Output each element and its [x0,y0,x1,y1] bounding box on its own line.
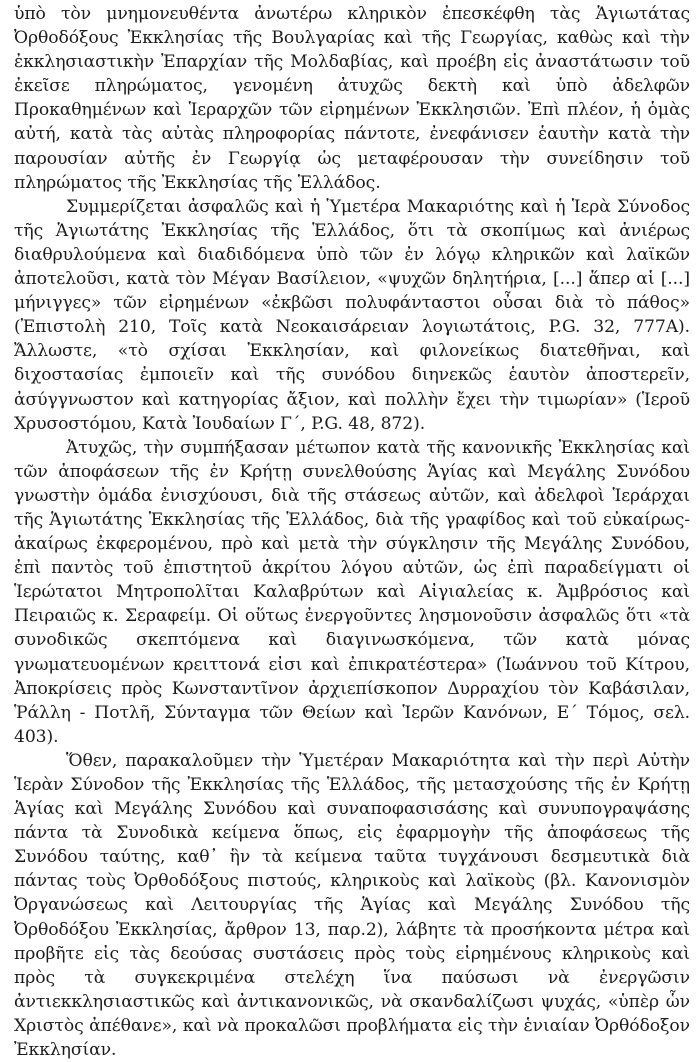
paragraph-4: Ὅθεν, παρακαλοῦμεν τὴν Ὑμετέραν Μακαριότητα καὶ τὴν περὶ Αὐτὴν Ἱερὰν Σύνοδον τῆς Ἐκκλησίας τῆς Ἑλλάδος, τῆς μετασχούσης τῆς ἐν Κρήτῃ Ἁγίας καὶ Μεγάλης Συνόδου καὶ συναποφασισάσης καὶ συνυπογραψάσης πάντα τὰ Συνοδικὰ κείμενα ὅπως, εἰς ἐφαρμογὴν τῆς ἀποφάσεως τῆς Συνόδου ταύτης, καθ᾽ ἣν τὰ κείμενα ταῦτα τυγχάνουσι δεσμευτικὰ διὰ πάντας τοὺς Ὀρθοδόξους πιστούς, κληρικοὺς καὶ λαϊκοὺς (βλ. Κανονισμὸν Ὀργανώσεως καὶ Λειτουργίας τῆς Ἁγίας καὶ Μεγάλης Συνόδου τῆς Ὀρθοδόξου Ἐκκλησίας, ἄρθρον 13, παρ.2), λάβητε τὰ προσήκοντα μέτρα καὶ προβῆτε εἰς τὰς δεούσας συστάσεις πρὸς τοὺς εἰρημένους κληρικοὺς καὶ πρὸς τὰ συγκεκριμένα στελέχη ἵνα παύσωσι νὰ ἐνεργῶσιν ἀντιεκκλησιαστικῶς καὶ ἀντικανονικῶς, νὰ σκανδαλίζωσι ψυχάς, «ὑπὲρ ὧν Χριστὸς ἀπέθανε», καὶ νὰ προκαλῶσι προβλήματα εἰς τὴν ἑνιαίαν Ὀρθόδοξον Ἐκκλησίαν. [14,750,690,1061]
paragraph-2: Συμμερίζεται ἀσφαλῶς καὶ ἡ Ὑμετέρα Μακαριότης καὶ ἡ Ἱερὰ Σύνοδος τῆς Ἁγιωτάτης Ἐκκλησίας τῆς Ἑλλάδος, ὅτι τὰ σκοπίμως καὶ ἀνιέρως διαθρυλούμενα καὶ διαδιδόμενα ὑπὸ τῶν ἐν λόγῳ κληρικῶν καὶ λαϊκῶν ἀποτελοῦσι, κατὰ τὸν Μέγαν Βασίλειον, «ψυχῶν δηλητήρια, [...] ἅπερ αἱ [...] μήνιγγες» τῶν εἰρημένων «ἐκβῶσι πολυφάνταστοι οὖσαι διὰ τὸ πάθος» (Ἐπιστολὴ 210, Τοῖς κατὰ Νεοκαισάρειαν λογιωτάτοις, P.G. 32, 777A). Ἄλλωστε, «τὸ σχίσαι Ἐκκλησίαν, καὶ φιλονείκως διατεθῆναι, καὶ διχοστασίας ἐμποιεῖν καὶ τῆς συνόδου διηνεκῶς ἑαυτὸν ἀποστερεῖν, ἀσύγγνωστον καὶ κατηγορίας ἄξιον, καὶ πολλὴν ἔχει τὴν τιμωρίαν» (Ἱεροῦ Χρυσοστόμου, Κατὰ Ἰουδαίων Γ΄, P.G. 48, 872). [14,196,690,434]
paragraph-1: ὑπὸ τὸν μνημονευθέντα ἀνωτέρω κληρικὸν ἐπεσκέφθη τὰς Ἁγιωτάτας Ὀρθοδόξους Ἐκκλησίας τῆς Βουλγαρίας καὶ τῆς Γεωργίας, καθὼς καὶ τὴν ἐκκλησιαστικὴν Ἐπαρχίαν τῆς Μολδαβίας, καὶ προέβη εἰς ἀναστάτωσιν τοῦ ἐκεῖσε πληρώματος, γενομένη ἀτυχῶς δεκτὴ καὶ ὑπὸ ἀδελφῶν Προκαθημένων καὶ Ἱεραρχῶν τῶν εἰρημένων Ἐκκλησιῶν. Ἐπὶ πλέον, ἡ ὁμὰς αὐτή, κατὰ τὰς αὐτὰς πληροφορίας πάντοτε, ἐνεφάνισεν ἑαυτὴν κατὰ τὴν παρουσίαν αὐτῆς ἐν Γεωργίᾳ ὡς μεταφέρουσαν τὴν συνείδησιν τοῦ πληρώματος τῆς Ἐκκλησίας τῆς Ἑλλάδος. [14,4,690,193]
paragraph-3: Ἀτυχῶς, τὴν συμπήξασαν μέτωπον κατὰ τῆς κανονικῆς Ἐκκλησίας καὶ τῶν ἀποφάσεων τῆς ἐν Κρήτῃ συνελθούσης Ἁγίας καὶ Μεγάλης Συνόδου γνωστὴν ὁμάδα ἐνισχύουσι, διὰ τῆς στάσεως αὐτῶν, καὶ ἀδελφοὶ Ἱεράρχαι τῆς Ἁγιωτάτης Ἐκκλησίας τῆς Ἑλλάδος, διὰ τῆς γραφίδος καὶ τοῦ εὐκαίρως-ἀκαίρως ἐκφερομένου, πρὸ καὶ μετὰ τὴν σύγκλησιν τῆς Μεγάλης Συνόδου, ἐπὶ παντὸς τοῦ ἐπιστητοῦ ἀκρίτου λόγου αὐτῶν, ὡς ἐπὶ παραδείγματι οἱ Ἱερώτατοι Μητροπολῖται Καλαβρύτων καὶ Αἰγιαλείας κ. Ἀμβρόσιος καὶ Πειραιῶς κ. Σεραφείμ. Οἱ οὕτως ἐνεργοῦντες λησμονοῦσιν ἀσφαλῶς ὅτι «τὰ συνοδικῶς σκεπτόμενα καὶ διαγινωσκόμενα, τῶν κατὰ μόνας γνωματευομένων κρειττονά εἰσι καὶ ἐπικρατέστερα» (Ἰωάννου τοῦ Κίτρου, Ἀποκρίσεις πρὸς Κωνσταντῖνον ἀρχιεπίσκοπον Δυρραχίου τὸν Καβάσιλαν, Ῥάλλη - Ποτλῆ, Σύνταγμα τῶν Θείων καὶ Ἱερῶν Κανόνων, Ε΄ Τόμος, σελ. 403). [14,437,690,747]
